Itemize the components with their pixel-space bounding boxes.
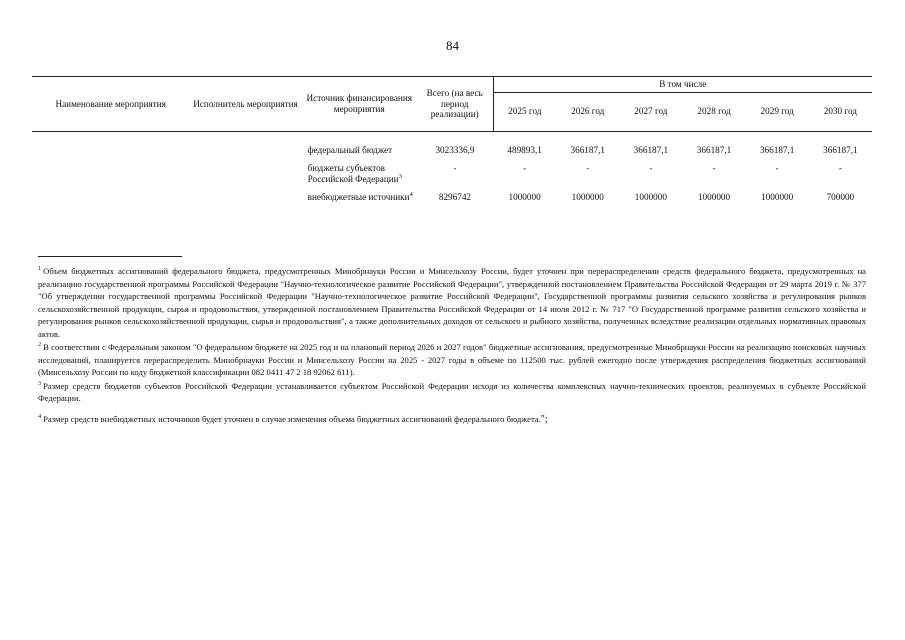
table-row: [32, 131, 872, 155]
header-group: В том числе: [493, 77, 872, 93]
value-cell: -: [649, 163, 653, 174]
page-number: 84: [446, 38, 459, 53]
header-year: 2029 год: [746, 92, 809, 131]
header-name: Наименование мероприятия: [32, 77, 189, 132]
value-cell: 1000000: [761, 192, 794, 203]
value-cell: 700000: [826, 192, 855, 203]
footnote: $^2$ В соответствии с Федеральным законом "О федеральном бюджете на 2025 год и на плановый период 2026 и 2027 годов" бюджетные ассигнования, предусмотренные Минобрнауки России на реализацию поисковых научных исследований, планируется перераспределить Минобрнауки России и Минсельхозу России на 2025 - 2027 годы в объеме по 112500 тыс. рублей ежегодно после утверждения распределения бюджетных ассигнований (Минсельхозу России по коду бюджетной классификации 082 0411 47 2 18 92062 611).: [38, 341, 866, 377]
value-cell: 366187,1: [570, 144, 605, 155]
value-cell: 366187,1: [759, 144, 795, 155]
value-cell: -: [838, 163, 842, 174]
header-year: 2027 год: [619, 92, 682, 131]
source-cell: внебюджетные источники$^4$: [307, 191, 413, 203]
value-cell: 1000000: [571, 192, 604, 203]
value-cell: 1000000: [697, 192, 731, 203]
total-cell: 3023336,9: [435, 144, 475, 155]
value-cell: 489893,1: [507, 144, 542, 155]
header-executor: Исполнитель мероприятия: [189, 77, 301, 132]
value-cell: -: [523, 163, 527, 174]
footnotes: [38, 265, 866, 426]
total-cell: -: [453, 163, 457, 174]
total-cell: 8296742: [438, 192, 472, 203]
value-cell: 1000000: [634, 192, 667, 203]
header-total: Всего (на весь период реализации): [417, 77, 493, 132]
value-cell: 1000000: [508, 192, 541, 203]
value-cell: -: [775, 163, 779, 174]
footnote: $^1$ Объем бюджетных ассигнований федерального бюджета, предусмотренных Минобрнауки России и Минсельхозу России, будет уточнен при перераспределении средств федерального бюджета, предусмотренных на реализацию государственной программы Российской Федерации "Научно-технологическое развитие Российской Федерации", утвержденной постановлением Правительства Российской Федерации от 29 марта 2019 г. № 377 "Об утверждении государственной программы Российской Федерации "Научно-технологическое развитие Российской Федерации", Государственной программы развития сельского хозяйства и регулирования рынков сельскохозяйственной продукции, сырья и продовольствия, утвержденной постановлением Правительства Российской Федерации от 14 июля 2012 г. № 717 "О Государственной программе развития сельского хозяйства и регулирования рынков сельскохозяйственной продукции, сырья и продовольствия", а также дополнительных доходов от сельского и рыбного хозяйства, полученных вследствие реализации отдельных нормативных правовых актов.: [38, 265, 866, 339]
header-year: 2030 год: [809, 92, 872, 131]
header-year: 2028 год: [682, 92, 745, 131]
header-year: 2026 год: [556, 92, 619, 131]
value-cell: 366187,1: [633, 144, 669, 155]
closing-quote: ";: [540, 413, 548, 425]
footnote: $^3$ Размер средств бюджетов субъектов Российской Федерации устанавливается субъектом Российской Федерации исходя из количества комплексных научно-технических проектов, реализуемых в субъекте Российской Федерации.: [38, 379, 866, 403]
value-cell: -: [712, 163, 716, 174]
footnote-separator: [38, 256, 182, 257]
value-cell: 366187,1: [823, 144, 858, 155]
header-year: 2025 год: [493, 92, 556, 131]
header-source: Источник финансирования мероприятия: [302, 77, 417, 132]
source-cell: бюджеты субъектов Российской Федерации$^3$: [307, 163, 402, 184]
financing-table: [32, 76, 872, 203]
value-cell: -: [586, 163, 590, 174]
footnote: $^4$ Размер средств внебюджетных источников будет уточнен в случае изменения объема бюджетных ассигнований федерального бюджета.";: [38, 412, 548, 425]
table-row: [32, 184, 872, 203]
value-cell: 366187,1: [696, 144, 732, 155]
table-row: [32, 155, 872, 184]
source-cell: федеральный бюджет: [307, 144, 393, 155]
